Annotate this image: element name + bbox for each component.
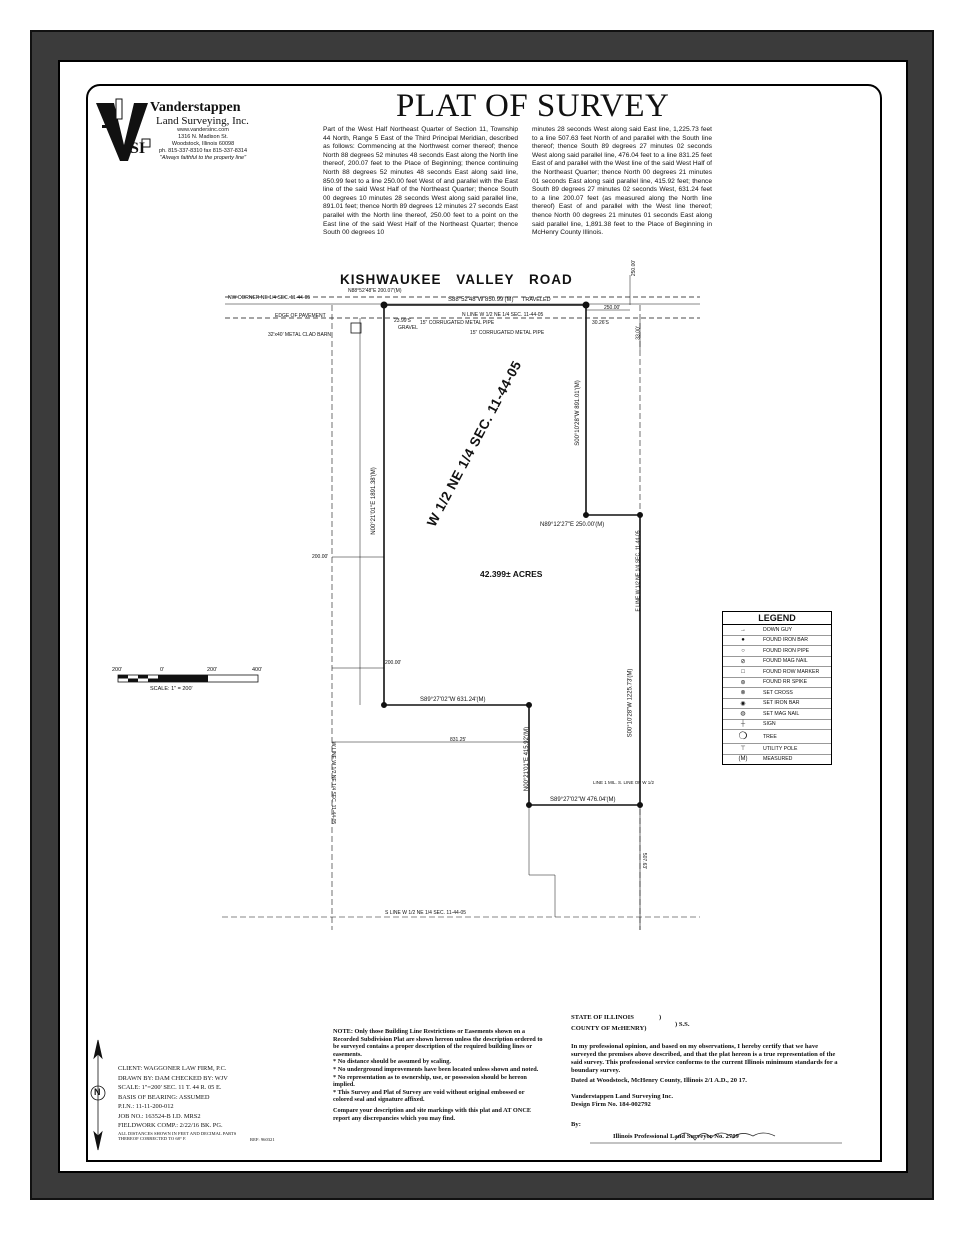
note-intro: NOTE: Only those Building Line Restrictions or Easements shown on a Recorded Subdivision Plat are shown hereon unless the description ordered to be surveyed contains a proper description of the required building lines or easements.	[333, 1028, 543, 1058]
iron-bar-mid	[584, 513, 589, 518]
iron-bar-inner	[527, 703, 532, 708]
company-subtitle: Land Surveying, Inc.	[156, 115, 249, 127]
notes-block	[333, 1028, 543, 1122]
north-label: N	[94, 1087, 101, 1097]
tree-icon: ❍	[738, 731, 748, 742]
acreage-label: 42.399± ACRES	[480, 569, 543, 579]
label-nw-corner: NW CORNER NE 1/4 SEC. 11-44-05	[228, 295, 311, 301]
iron-bar-nw	[381, 302, 387, 308]
label-line-parallel: LINE 1 MIL. S. LINE OF W 1/2	[593, 780, 655, 785]
cert-state: STATE OF ILLINOIS	[571, 1014, 634, 1021]
scale-tick-400: 400'	[252, 667, 263, 673]
distances-note: ALL DISTANCES SHOWN IN FEET AND DECIMAL PARTS THEREOF CORRECTED TO 68° F.	[118, 1130, 237, 1141]
label-gravel: GRAVEL	[398, 325, 418, 331]
legend-row	[723, 709, 831, 720]
found-mag-nail-icon: ⊘	[740, 658, 746, 665]
reference: REF: 960321	[250, 1137, 275, 1142]
legend	[722, 611, 832, 765]
certification-block	[571, 1014, 839, 1141]
legend-label: FOUND IRON PIPE	[763, 647, 810, 654]
label-dist-831: 831.25'	[450, 737, 467, 743]
page-title: PLAT OF SURVEY	[396, 88, 670, 124]
label-east-upper: S00°10'28"W 891.01'(M)	[574, 380, 581, 446]
scale-tick-0: 0'	[160, 667, 165, 673]
scale-bar	[118, 675, 258, 682]
client-name: CLIENT: WAGGONER LAW FIRM, P.C.	[118, 1065, 227, 1072]
legend-row	[723, 667, 831, 678]
cert-ss: ) S.S.	[675, 1021, 690, 1028]
label-dist-23: 23.99'S	[394, 318, 411, 324]
label-west-bearing: N00°21'01"E 1891.38'(M)	[370, 467, 377, 535]
road-name: KISHWAUKEE VALLEY ROAD	[340, 272, 573, 287]
label-east-lower: S00°10'28"W 1225.73'(M)	[627, 668, 634, 738]
iron-bar-se	[638, 803, 643, 808]
set-iron-bar-icon: ◉	[740, 700, 746, 707]
drawn-by: DRAWN BY: DAM CHECKED BY: WJV	[118, 1074, 228, 1082]
legend-row	[723, 755, 831, 765]
label-dist-30: 30.26'S	[592, 320, 609, 326]
set-cross-icon: ⊗	[740, 690, 746, 697]
label-barn: 32'x40' METAL CLAD BARN	[268, 332, 332, 338]
legend-row	[723, 625, 831, 636]
cert-county: COUNTY OF McHENRY)	[571, 1025, 647, 1032]
label-dist-33: 33.00'	[635, 326, 642, 340]
company-web: www.vandersinc.com	[177, 127, 229, 133]
label-traveled: TRAVELED	[522, 297, 551, 303]
legend-label: FOUND RR SPIKE	[763, 679, 808, 686]
cert-firm: Vanderstappen Land Surveying Inc.	[571, 1093, 673, 1100]
label-north-top: N88°52'48"E 200.07'(M)	[348, 288, 402, 294]
legend-label: FOUND MAG NAIL	[763, 658, 808, 665]
label-n-line: N LINE W 1/2 NE 1/4 SEC. 11-44-05	[462, 312, 544, 318]
legend-label: SET IRON BAR	[763, 700, 800, 707]
barn-symbol	[351, 323, 361, 333]
note-1: * No distance should be assumed by scaling.	[333, 1058, 451, 1066]
legal-description-col2: minutes 28 seconds West along said East line, 1,225.73 feet to a line 507.63 feet North of and parallel with the South line thereof; thence South 89 degrees 27 minutes 02 seconds West along said parallel line, 476.04 feet to a line 831.25 feet East of and parallel with the West line of the said West Half of the Northeast Quarter; thence North 00 degrees 21 minutes 01 seconds East along said parallel line, 415.92 feet; thence South 89 degrees 27 minutes 02 seconds West, 631.24 feet to a line 200.07 feet (as measured along the North line thereof) East of and parallel with the West line thereof; thence North 00 degrees 21 minutes 01 seconds East along said parallel line, 1,891.38 feet to the Place of Beginning in McHenry County Illinois.	[532, 126, 712, 237]
legend-row	[723, 720, 831, 731]
legend-label: SIGN	[763, 721, 776, 728]
pin-number: P.I.N.: 11-11-200-012	[118, 1103, 174, 1110]
label-south-bearing-2: S89°27'02"W 476.04'(M)	[550, 797, 616, 803]
cert-surveyor-title: Illinois Professional Land Surveyor No. 2709	[613, 1133, 739, 1140]
note-2: * No underground improvements have been located unless shown and noted.	[333, 1065, 539, 1073]
cert-signature: W. J. Vanderstappen	[671, 1116, 745, 1126]
legend-row	[723, 636, 831, 647]
cert-state-row	[571, 1014, 839, 1025]
cert-paren: )	[659, 1014, 662, 1021]
company-city: Woodstock, Illinois 60098	[171, 141, 235, 147]
cert-county-row	[571, 1021, 839, 1037]
legend-row	[723, 688, 831, 699]
legend-label: SET MAG NAIL	[763, 710, 800, 717]
company-name: Vanderstappen	[150, 100, 241, 115]
label-culvert-2: 15" CORRUGATED METAL PIPE	[470, 330, 545, 336]
legend-label: FOUND ROW MARKER	[763, 668, 820, 675]
company-phone: ph. 815-337-8310 fax 815-337-8314	[158, 148, 248, 154]
legend-label: UTILITY POLE	[763, 745, 798, 752]
iron-bar-sw	[382, 703, 387, 708]
label-s-line: S LINE W 1/2 NE 1/4 SEC. 11-44-05	[385, 910, 467, 916]
note-3: * No representation as to ownership, use, or possession should be hereon implied.	[333, 1073, 527, 1089]
iron-bar-east	[638, 513, 643, 518]
label-mid-bearing: N89°12'27"E 250.00'(M)	[540, 522, 605, 528]
scale-section: SCALE: 1"=200' SEC. 11 T. 44 R. 05 E.	[118, 1084, 222, 1091]
basis-of-bearing: BASIS OF BEARING: ASSUMED	[118, 1093, 210, 1101]
label-culvert-1: 15" CORRUGATED METAL PIPE	[420, 320, 495, 326]
scale-tick-200-left: 200'	[112, 667, 123, 673]
iron-bar-ne	[583, 302, 589, 308]
legend-row	[723, 678, 831, 689]
south-extension	[529, 805, 555, 917]
legend-title: LEGEND	[723, 612, 831, 625]
client-block	[118, 1064, 275, 1142]
legend-label: MEASURED	[763, 756, 793, 763]
iron-bar-s	[527, 803, 532, 808]
note-4: * This Survey and Plat of Survey are void without original embossed or colored seal and signature affixed.	[333, 1088, 525, 1104]
cert-body: In my professional opinion, and based on my observations, I hereby certify that we have surveyed the premises above described, and that the plat hereon is a true representation of the said survey. This professional service conforms to the current Illinois minimum standards for a boundary survey.	[571, 1043, 838, 1074]
legend-label: TREE	[763, 733, 777, 740]
down-guy-icon: →	[740, 626, 746, 633]
found-row-marker-icon: □	[741, 668, 745, 675]
cert-firm-number: Design Firm No. 184-002792	[571, 1101, 651, 1108]
found-iron-pipe-icon: ○	[741, 647, 745, 654]
label-w-200b: 200.00'	[385, 660, 402, 666]
utility-pole-icon: ⊤	[740, 746, 746, 753]
fieldwork-date: FIELDWORK COMP.: 2/22/16 BK. PG.	[118, 1122, 223, 1129]
legend-label: FOUND IRON BAR	[763, 637, 808, 644]
company-motto: "Always faithful to the property line"	[159, 155, 247, 161]
sign-icon: ┼	[740, 721, 746, 728]
found-rr-spike-icon: ⊛	[740, 679, 746, 686]
job-number: JOB NO.: 163524-B I.D. MRS2	[118, 1112, 201, 1120]
measured-icon: (M)	[738, 756, 748, 763]
label-w-line: W LINE W 1/2 NE 1/4 SEC. 11-44-05	[330, 741, 337, 825]
cert-by: By:	[571, 1121, 581, 1128]
label-dist-250-top: 250.00'	[604, 305, 621, 311]
label-edge-pavement: EDGE OF PAVEMENT	[275, 313, 326, 319]
legal-description-col1: Part of the West Half Northeast Quarter of Section 11, Township 44 North, Range 5 East of the Third Principal Meridian, described as follows: Commencing at the Northwest corner thereof; thence North 88 degrees 52 minutes 48 seconds East along the North line thereof, 200.07 feet to the Place of Beginning; thence continuing North 88 degrees 52 minutes 48 seconds East along said line, 850.99 feet to a line 250.00 feet West of and parallel with the East line of the said West Half of the Northeast Quarter; thence South 00 degrees 10 minutes 28 seconds West along said parallel line, 891.01 feet; thence North 89 degrees 12 minutes 27 seconds East parallel with the North line thereof, 250.00 feet to a point on the East line of the said West Half of the Northeast Quarter; thence South 00 degrees 10	[323, 126, 518, 237]
label-dist-507: 507.63'	[641, 852, 648, 870]
legend-row	[723, 744, 831, 755]
legend-label: SET CROSS	[763, 689, 793, 696]
label-w-200: 200.00'	[312, 554, 329, 560]
legend-row	[723, 657, 831, 668]
cert-dated: Dated at Woodstock, McHenry County, Illinois 2/1 A.D., 20 17.	[571, 1077, 747, 1084]
company-address: 1316 N. Madison St.	[178, 134, 228, 140]
note-compare: Compare your description and site markings with this plat and AT ONCE report any discrepancies which you may find.	[333, 1106, 532, 1122]
legend-row	[723, 699, 831, 710]
label-dist-top-right: 250.00'	[631, 259, 638, 277]
svg-text:SI: SI	[130, 140, 146, 157]
label-east-line: E LINE W 1/2 NE 1/4 SEC. 11-44-05	[635, 530, 642, 612]
scale-text: SCALE: 1" = 200'	[150, 686, 193, 692]
label-inner-bearing: N00°21'01"E 415.92'(M)	[524, 726, 531, 792]
section-label: W 1/2 NE 1/4 SEC. 11-44-05	[424, 358, 525, 530]
legend-label: DOWN GUY	[763, 626, 793, 633]
label-north-line: S88°52'48"W 850.99'(M)	[448, 297, 514, 303]
scale-tick-200: 200'	[207, 667, 218, 673]
label-south-bearing-1: S89°27'02"W 631.24'(M)	[420, 697, 486, 703]
found-iron-bar-icon: ●	[741, 637, 745, 644]
set-mag-nail-icon: ◍	[740, 711, 746, 718]
cert-signature-row	[571, 1116, 839, 1133]
legend-row	[723, 730, 831, 744]
legend-row	[723, 646, 831, 657]
